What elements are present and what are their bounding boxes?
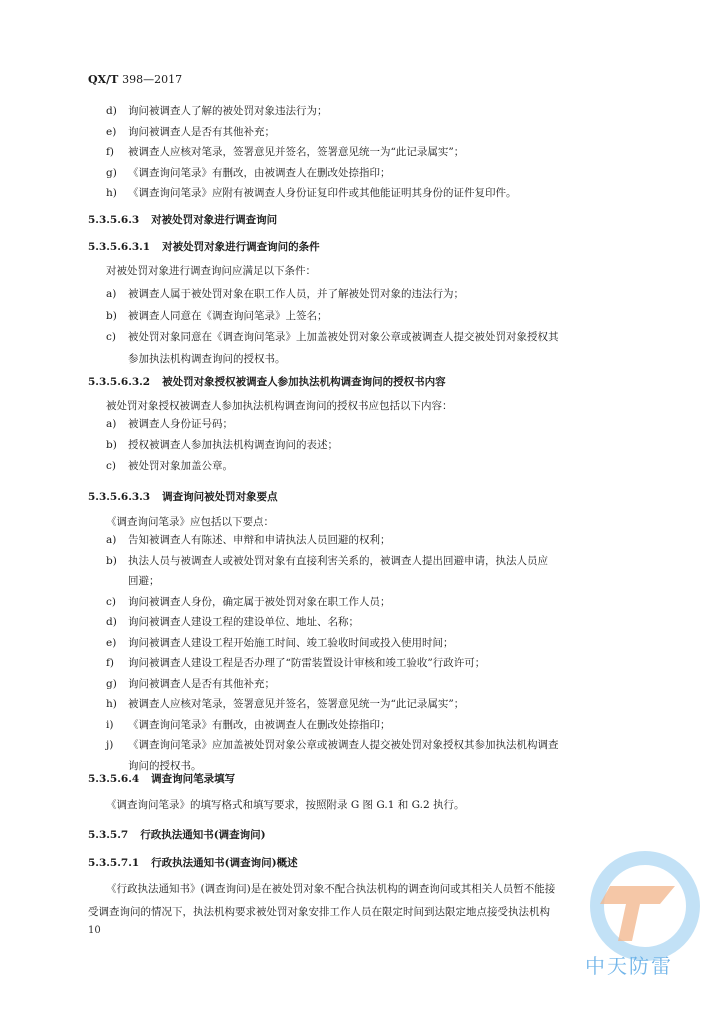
- list-item: [106, 328, 646, 347]
- list-item: [106, 415, 646, 434]
- list-item: [106, 695, 646, 714]
- list-item-continuation: 询问的授权书。: [128, 759, 202, 772]
- list-item-label: g): [106, 677, 117, 690]
- document-header: [88, 73, 182, 86]
- list-item: [106, 307, 646, 326]
- list-item-label: b): [106, 554, 117, 567]
- list-item: [106, 736, 646, 755]
- list-item-text: 被调查人同意在《调查询问笔录》上签名；: [128, 309, 328, 322]
- list-item: [106, 613, 646, 632]
- list-item-text: 被调查人属于被处罚对象在职工作人员，并了解被处罚对象的违法行为；: [128, 288, 464, 300]
- page-number: 10: [88, 925, 101, 936]
- list-item-label: h): [106, 187, 117, 199]
- list-item-label: b): [106, 309, 117, 322]
- list-item-text: 询问被调查人身份，确定属于被处罚对象在职工作人员；: [128, 595, 391, 608]
- list-item: [106, 716, 646, 735]
- list-item-label: i): [106, 718, 114, 731]
- list-item-text: 《调查询问笔录》应加盖被处罚对象公章或被调查人提交被处罚对象授权其参加执法机构调查: [128, 739, 559, 751]
- list-item: [106, 102, 646, 121]
- list-item-text: 《调查询问笔录》有删改，由被调查人在删改处捺指印；: [128, 718, 391, 731]
- list-item: [106, 143, 646, 162]
- list-item-label: a): [106, 418, 117, 430]
- paragraph-fill: 《调查询问笔录》的填写格式和填写要求，按照附录 G 图 G.1 和 G.2 执行。: [106, 799, 465, 811]
- list-item: [106, 675, 646, 694]
- list-item-text: 被调查人应核对笔录，签署意见并签名，签署意见统一为“此记录属实”；: [128, 698, 465, 710]
- list-item-label: c): [106, 595, 116, 608]
- list-item-label: a): [106, 534, 117, 546]
- list-item: [106, 531, 646, 550]
- paragraph-overview-line1: 《行政执法通知书》(调查询问)是在被处罚对象不配合执法机构的调查询问或其相关人员暂不能接: [106, 883, 556, 895]
- list-item: [106, 654, 646, 673]
- list-item-text: 执法人员与被调查人或被处罚对象有直接利害关系的，被调查人提出回避申请，执法人员应: [128, 554, 548, 567]
- list-item-label: b): [106, 439, 117, 451]
- paragraph-overview-line2: 受调查询问的情况下，执法机构要求被处罚对象安排工作人员在限定时间到达限定地点接受执法机构: [88, 906, 550, 918]
- list-item-label: a): [106, 288, 117, 300]
- list-item-text: 《调查询问笔录》应附有被调查人身份证复印件或其他能证明其身份的证件复印件。: [128, 187, 517, 199]
- list-item-text: 询问被调查人了解的被处罚对象违法行为；: [128, 105, 328, 117]
- list-item-label: d): [106, 105, 117, 117]
- list-item: [106, 593, 646, 612]
- heading-5-3-5-6-3: 5.3.5.6.3 对被处罚对象进行调查询问: [88, 214, 278, 226]
- list-item-text: 告知被调查人有陈述、申辩和申请执法人员回避的权利；: [128, 534, 391, 546]
- list-item-label: h): [106, 698, 117, 710]
- list-item-label: c): [106, 460, 116, 472]
- list-item-text: 被调查人应核对笔录，签署意见并签名，签署意见统一为“此记录属实”；: [128, 146, 465, 158]
- list-item-text: 询问被调查人建设工程的建设单位、地址、名称；: [128, 616, 359, 628]
- list-item-text: 询问被调查人建设工程是否办理了“防雷装置设计审核和竣工验收”行政许可；: [128, 657, 486, 669]
- list-item-label: j): [106, 739, 114, 751]
- list-item: [106, 164, 646, 183]
- list-item: [106, 457, 646, 476]
- paragraph-authorization: 被处罚对象授权被调查人参加执法机构调查询问的授权书应包括以下内容：: [106, 400, 453, 412]
- list-item-label: e): [106, 636, 117, 649]
- heading-5-3-5-7-1: 5.3.5.7.1 行政执法通知书(调查询问)概述: [88, 857, 298, 869]
- list-item: [106, 634, 646, 653]
- list-item-text: 被处罚对象加盖公章。: [128, 460, 233, 472]
- list-item-label: f): [106, 657, 114, 669]
- list-item-continuation: 参加执法机构调查询问的授权书。: [128, 352, 286, 365]
- heading-5-3-5-6-3-3: 5.3.5.6.3.3 调查询问被处罚对象要点: [88, 491, 278, 503]
- standard-number: 398—2017: [122, 73, 183, 86]
- standard-code: QX/T: [88, 73, 119, 86]
- list-item: [106, 123, 646, 142]
- list-item-text: 询问被调查人建设工程开始施工时间、竣工验收时间或投入使用时间；: [128, 636, 454, 649]
- list-item: [106, 285, 646, 304]
- heading-5-3-5-6-4: 5.3.5.6.4 调查询问笔录填写: [88, 773, 236, 785]
- list-item-label: e): [106, 125, 117, 138]
- heading-5-3-5-6-3-1: 5.3.5.6.3.1 对被处罚对象进行调查询问的条件: [88, 241, 320, 253]
- list-item-label: g): [106, 166, 117, 179]
- heading-5-3-5-7: 5.3.5.7 行政执法通知书(调查询问): [88, 829, 266, 841]
- list-item-text: 被处罚对象同意在《调查询问笔录》上加盖被处罚对象公章或被调查人提交被处罚对象授权其: [128, 331, 559, 343]
- list-item-text: 授权被调查人参加执法机构调查询问的表述；: [128, 439, 338, 451]
- list-item-label: f): [106, 146, 114, 158]
- watermark-text: 中天防雷: [585, 954, 673, 978]
- list-item-continuation: 回避；: [128, 575, 160, 587]
- list-item: [106, 552, 646, 571]
- list-item: [106, 436, 646, 455]
- list-item-label: d): [106, 616, 117, 628]
- paragraph-conditions: 对被处罚对象进行调查询问应满足以下条件：: [106, 265, 316, 277]
- list-item-text: 《调查询问笔录》有删改，由被调查人在删改处捺指印；: [128, 166, 391, 179]
- heading-5-3-5-6-3-2: 5.3.5.6.3.2 被处罚对象授权被调查人参加执法机构调查询问的授权书内容: [88, 376, 446, 388]
- list-item-text: 询问被调查人是否有其他补充；: [128, 125, 275, 138]
- list-item: [106, 184, 646, 203]
- list-item-label: c): [106, 331, 116, 343]
- list-item-text: 询问被调查人是否有其他补充；: [128, 677, 275, 690]
- list-item-text: 被调查人身份证号码；: [128, 418, 233, 430]
- paragraph-points: 《调查询问笔录》应包括以下要点：: [106, 516, 274, 528]
